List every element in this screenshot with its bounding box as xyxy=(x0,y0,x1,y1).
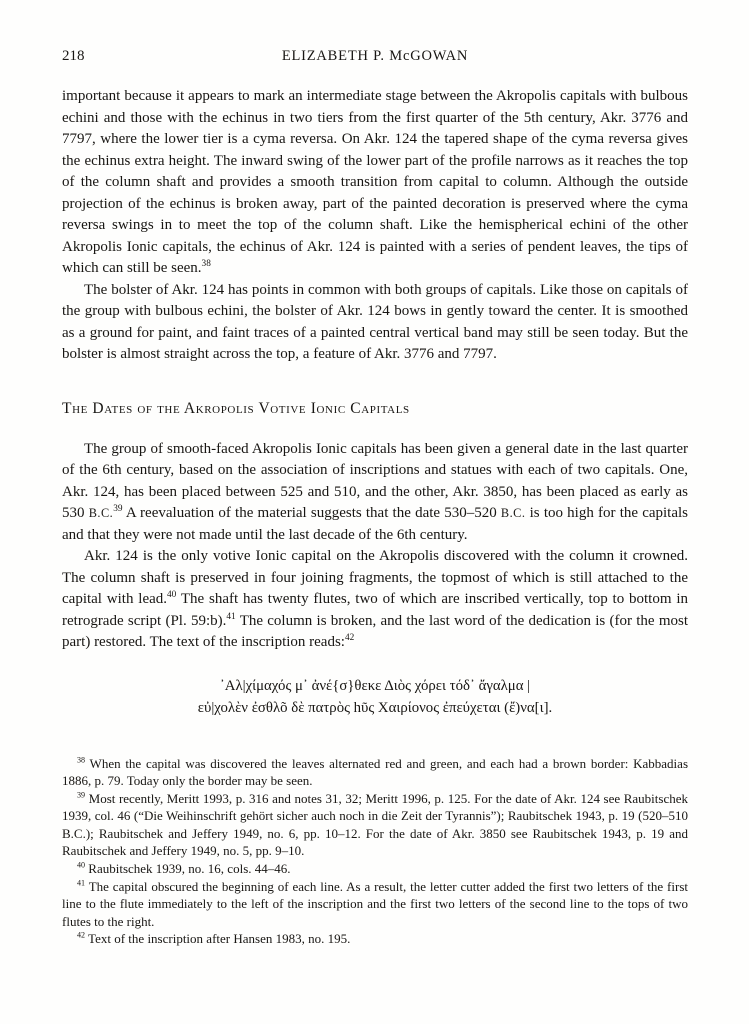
footnote-marker: 41 xyxy=(226,611,236,622)
body-paragraph: important because it appears to mark an intermediate stage between the Akropolis capitals with bulbous echini and those with the echinus in two tiers from the first quarter of the 5th century, Akr. 3776 and 7797, where the lower tier is a cyma reversa. On Akr. 124 the tapered shape of the cyma reversa gives the echinus extra height. The inward swing of the lower part of the profile narrows as it reaches the top of the column shaft and provides a smooth transition from capital to column. Although the outside projection of the echinus is broken away, part of the painted decoration is preserved where the cyma reversa swings in to meet the top of the column shaft. Like the hemispherical echini of the other Akropolis Ionic capitals, the echinus of Akr. 124 is painted with a series of pendent leaves, the tips of which can still be seen.$^{38}$ xyxy=(62,88,688,276)
intro-section xyxy=(62,86,688,366)
running-head-author: ELIZABETH P. McGOWAN xyxy=(281,48,469,64)
footnote-number: 39 xyxy=(77,790,86,800)
footnote-number: 42 xyxy=(77,931,86,941)
inscription-line: ᾿Αλ|χίμαχός μ᾽ ἀνέ{σ}θεκε Διὸς χόρει τόδ᾽ ἄγαλμα | xyxy=(219,677,531,694)
footnote-marker: 38 xyxy=(201,259,211,269)
page-number: 218 xyxy=(62,48,85,64)
dates-section xyxy=(62,439,688,654)
footnote-number: 40 xyxy=(77,860,86,870)
footnote-marker: 42 xyxy=(344,633,355,643)
small-caps-text: B.C. xyxy=(500,506,526,520)
section-heading: The Dates of the Akropolis Votive Ionic Capitals xyxy=(62,399,410,417)
inscription-line: εὐ|χολὲν ἐσθλõ δὲ πατρὸς hῦς Χαιρίονος ἐπεύχεται (ἔ)να[ι]. xyxy=(197,699,553,716)
footnote-number: 38 xyxy=(77,755,86,765)
small-caps-text: B.C. xyxy=(88,506,114,520)
footnote: $^{42}$ Text of the inscription after Hansen 1983, no. 195. xyxy=(77,931,351,947)
body-paragraph: The bolster of Akr. 124 has points in common with both groups of capitals. Like those on capitals of the group with bulbous echini, the bolster of Akr. 124 bows in gently toward the center. It is smoothed as a ground for paint, and faint traces of a painted central vertical band may still be seen today. But the bolster is almost straight across the top, a feature of Akr. 3776 and 7797. xyxy=(62,281,688,362)
footnotes-section xyxy=(62,755,688,949)
footnote-marker: 40 xyxy=(167,590,177,600)
body-paragraph: The group of smooth-faced Akropolis Ionic capitals has been given a general date in the last quarter of the 6th century, based on the association of inscriptions and statues with each of two capitals. One, Akr. 124, has been placed between 525 and 510, and the other, Akr. 3850, has been placed as early as 530 B.C.$^{39}$ A reevaluation of the material suggests that the date 530–520 B.C. is too high for the capitals and that they were not made until the last decade of the 6th century. xyxy=(62,440,689,543)
footnote: $^{41}$ The capital obscured the beginning of each line. As a result, the letter cutter added the first two letters of the first line to the flute immediately to the left of the inscription and the first two letters of the second line to the tops of two flutes to the right. xyxy=(62,878,688,929)
footnote-number: 41 xyxy=(77,878,86,888)
inscription-block xyxy=(62,675,688,719)
body-paragraph: Akr. 124 is the only votive Ionic capital on the Akropolis discovered with the column it crowned. The column shaft is preserved in four joining fragments, the topmost of which is still attached to the capital with lead.$^{40}$ The shaft has twenty flutes, two of which are inscribed vertically, top to bottom in retrograde script (Pl. 59:b).$^{41}$ The column is broken, and the last word of the dedication is (for the most part) restored. The text of the inscription reads:$^{42}$ xyxy=(62,548,688,650)
footnote-marker: 39 xyxy=(113,504,123,514)
footnote: $^{38}$ When the capital was discovered the leaves alternated red and green, and each had a brown border: Kabbadias 1886, p. 79. Today only the border may be seen. xyxy=(62,755,688,789)
footnote: $^{39}$ Most recently, Meritt 1993, p. 316 and notes 31, 32; Meritt 1996, p. 125. For the date of Akr. 124 see Raubitschek 1939, col. 46 (“Die Weihinschrift gehört sicher auch noch in die Zeit der Tyrannis”); Raubitschek 1943, p. 19 (520–510 B.C.); Raubitschek and Jeffery 1949, no. 6, pp. 10–12. For the date of Akr. 3850 see Raubitschek 1943, p. 19 and Raubitschek and Jeffery 1949, no. 5, pp. 9–10. xyxy=(62,790,688,859)
footnote: $^{40}$ Raubitschek 1939, no. 16, cols. 44–46. xyxy=(77,860,291,877)
page-header xyxy=(62,48,688,68)
